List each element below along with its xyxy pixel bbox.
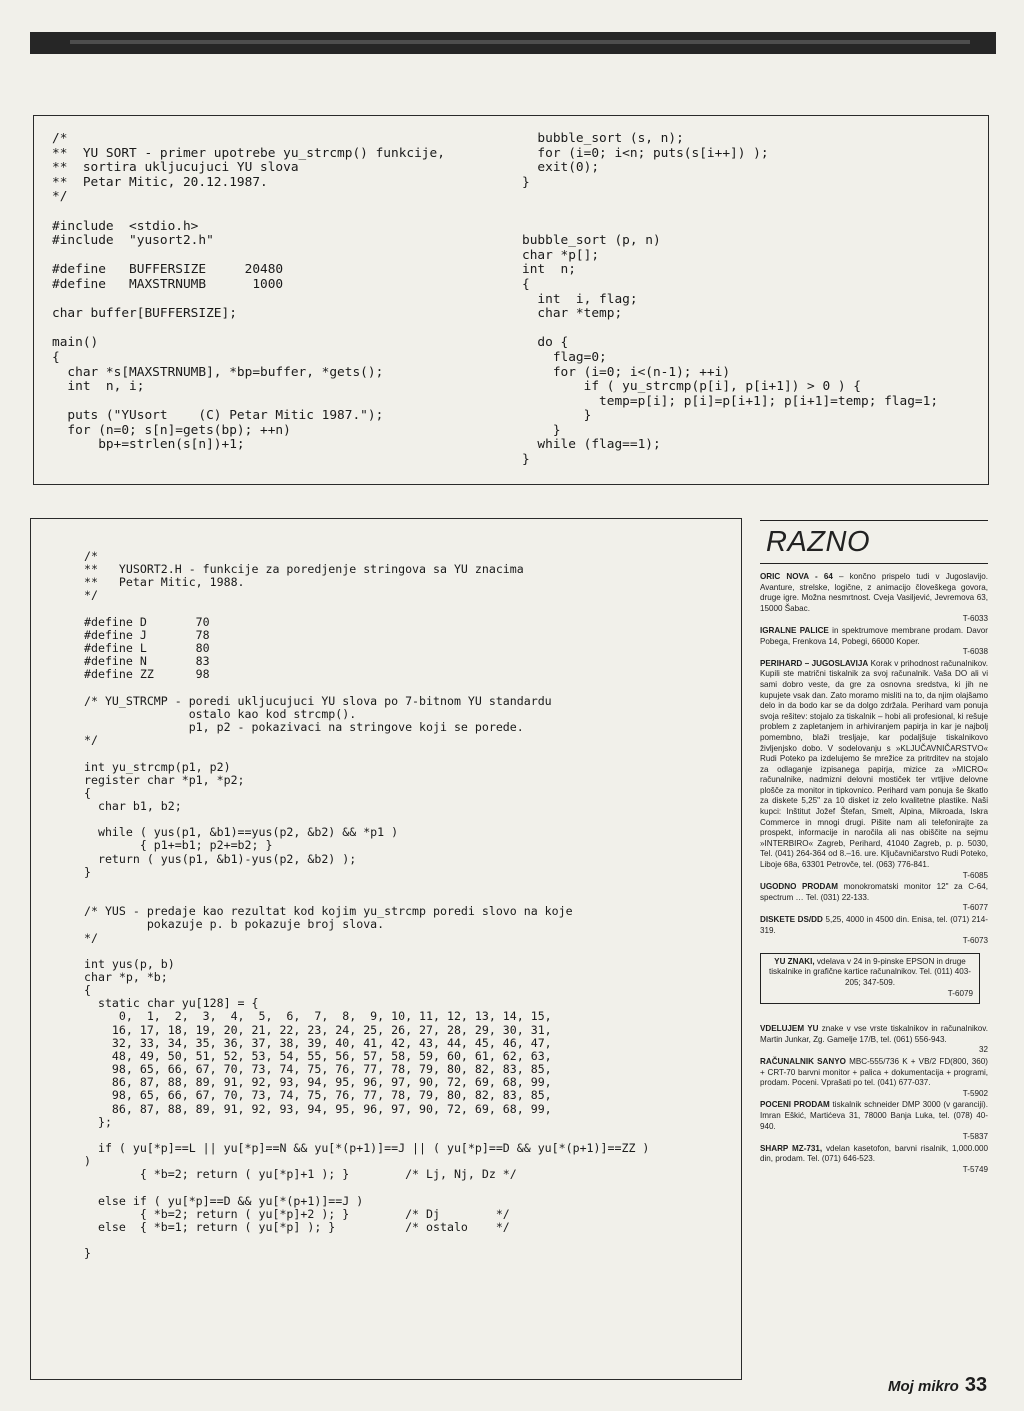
ad-text: MBC-555/736 K + VB/2 FD(800, 360) + CRT-70 barvni monitor + palica + dokumentacija + programi, prodam. Poceni. Vprašati po tel. (041) 677-037. <box>760 1056 989 1088</box>
ad-diskete <box>760 915 988 947</box>
ad-title: YU ZNAKI, <box>774 956 815 966</box>
classifieds-heading-rule <box>760 563 988 564</box>
ad-title: ORIC NOVA - 64 <box>760 572 833 581</box>
classifieds-bottom <box>760 1024 988 1175</box>
ad-code: T-6038 <box>962 647 988 657</box>
ad-code: T-6079 <box>947 988 973 998</box>
header-bar-stripe <box>70 40 970 44</box>
code-listing-yusort-left: /* ** YU SORT - primer upotrebe yu_strcmp() funkcije, ** sortira ukljucujuci YU slova ** Petar Mitic, 20.12.1987. */ #include <stdio.h> #include "yusort2.h" #define BUFFERSIZE 20480 #define MAXSTRNUMB 1000 char buffer[BUFFERSIZE]; main() { char *s[MAXSTRNUMB], *bp=buffer, *gets(); int n, i; puts ("YUsort (C) Petar Mitic 1987."); for (n=0; s[n]=gets(bp); ++n) bp+=strlen(s[n])+1; <box>52 131 445 453</box>
ad-text: – končno prispelo tudi v Jugoslavijo. Avanture, strelske, logične, z animacijo človeškega govora, druge igre. Možna nesmrtnost. Cveja Vasiljević, Jevremova 63, 15000 Šabac. <box>760 572 988 613</box>
ad-title: DISKETE DS/DD <box>760 915 823 924</box>
magazine-brand: Moj mikro <box>888 1378 959 1395</box>
ad-text: in spektrumove membrane prodam. Davor Pobega, Frenkova 14, Pobegi, 66000 Koper. <box>760 625 988 646</box>
ad-yu-znaki-boxed <box>760 953 980 1004</box>
header-bar <box>30 32 996 54</box>
ad-text: vdelava v 24 in 9-pinske EPSON in druge tiskalnike in grafične kartice računalnikov. Tel. (011) 403-205; 347-509. <box>769 956 971 987</box>
ad-text: vdelan kasetofon, barvni risalnik, 1,000.000 din, prodam. Tel. (071) 646-523. <box>760 1143 988 1164</box>
classifieds-heading: RAZNO <box>766 526 870 558</box>
ad-title: SHARP MZ-731, <box>760 1143 823 1153</box>
ad-code: T-6033 <box>962 614 988 624</box>
ad-code: T-6073 <box>962 936 988 946</box>
page-footer <box>888 1374 998 1397</box>
ad-title: PERIHARD – JUGOSLAVIJA <box>760 658 869 668</box>
classifieds-column <box>760 520 988 1176</box>
classifieds-top-rule <box>760 520 988 521</box>
ad-code: T-5837 <box>962 1132 988 1142</box>
ad-code: T-6085 <box>962 870 988 880</box>
ad-vdelujem-yu <box>760 1024 988 1056</box>
ad-oric-nova <box>760 572 988 625</box>
ad-title: RAČUNALNIK SANYO <box>760 1056 846 1066</box>
ad-title: VDELUJEM YU <box>760 1024 819 1034</box>
ad-sharp <box>760 1144 988 1176</box>
ad-text: Korak v prihodnost računalnikov. Kupili ste matrični tiskalnik za svoj računalnik. Vaša DO ali vi sami dobro veste, da gre za osnovna sredstva, ki jih ne kupujete vsak dan. Zato moramo misliti na to, da njim olajšamo delo in da bodo kar se da dolgo zdržala. Perihard vam ponuja svoja rešitev: stojalo za tiskalnik – hobi ali profesional, ki rešuje problem z zapletanjem in arhiviranjem papirja in kar je najbolj pomembno, blaži tresljaje, kar podaljšuje tiskalnikovo življenjsko dobo. V sodelovanju s »KLJUČAVNIČARSTVO« Rudi Poteko pa izdelujemo še mrežice za pritrditev na stojalo za odlaganje izpisanega papirja, mizice za »MICRO« računalnike, nadmizni delovni mostiček ter vrtljive delovne plošče za monitor in tipkovnico. Perihard vam ponuja še škatlo za diskete 5,25" za 10 disket iz zelo kvalitetne plastike. Naši kupci: Inštitut Jožef Štefan, Smelt, Alpina, Mikroada, Iskra Commerce in mnogi drugi. Pišite nam ali telefonirajte za prospekt, informacije in naročila ali nas obiščite na sejmu »INTERBIRO« Zagreb, Perihard, 41040 Zagreb, p. p. 5030, Tel. (041) 264-364 od 8.–16. ure. Ključavničarstvo Rudi Poteko, Liboje 68a, 63301 Petrovče, tel. (063) 776-841. <box>760 658 988 870</box>
ad-title: IGRALNE PALICE <box>760 625 829 635</box>
page-number: 33 <box>964 1374 988 1396</box>
ad-title: UGODNO PRODAM <box>760 882 838 892</box>
ad-code: T-5749 <box>962 1164 988 1174</box>
ad-poceni-prodam <box>760 1100 988 1142</box>
ad-igralne-palice <box>760 626 988 658</box>
ad-text: znake v vse vrste tiskalnikov in računalnikov. Martin Junkar, Zg. Gamelje 17/B, tel. (061) 556-943. <box>760 1024 988 1044</box>
ad-title: POCENI PRODAM <box>760 1100 830 1110</box>
code-listing-yusort2: /* ** YUSORT2.H - funkcije za poredjenje stringova sa YU znacima ** Petar Mitic, 1988. */ #define D 70 #define J 78 #define L 80 #define N 83 #define ZZ 98 /* YU_STRCMP - poredi ukljucujuci YU slova po 7-bitnom YU standardu ostalo kao kod strcmp(). p1, p2 - pokazivaci na stringove koji se porede. */ int yu_strcmp(p1, p2) register char *p1, *p2; { char b1, b2; while ( yus(p1, &b1)==yus(p2, &b2) && *p1 ) { p1+=b1; p2+=b2; } return ( yus(p1, &b1)-yus(p2, &b2) ); } /* YUS - predaje kao rezultat kod kojim yu_strcmp poredi slovo na koje pokazuje p. b pokazuje broj slova. */ int yus(p, b) char *p, *b; { static char yu[128] = { 0, 1, 2, 3, 4, 5, 6, 7, 8, 9, 10, 11, 12, 13, 14, 15, 16, 17, 18, 19, 20, 21, 22, 23, 24, 25, 26, 27, 28, 29, 30, 31, 32, 33, 34, 35, 36, 37, 38, 39, 40, 41, 42, 43, 44, 45, 46, 47, 48, 49, 50, 51, 52, 53, 54, 55, 56, 57, 58, 59, 60, 61, 62, 63, 98, 65, 66, 67, 70, 73, 74, 75, 76, 77, 78, 79, 80, 82, 83, 85, 86, 87, 88, 89, 91, 92, 93, 94, 95, 96, 97, 90, 72, 69, 68, 99, 98, 65, 66, 67, 70, 73, 74, 75, 76, 77, 78, 79, 80, 82, 83, 85, 86, 87, 88, 89, 91, 92, 93, 94, 95, 96, 97, 90, 72, 69, 68, 99, }; if ( yu[*p]==L || yu[*p]==N && yu[*(p+1)]==J || ( yu[*p]==D && yu[*(p+1)]==ZZ ) ) { *b=2; return ( yu[*p]+1 ); } /* Lj, Nj, Dz */ else if ( yu[*p]==D && yu[*(p+1)]==J ) { *b=2; return ( yu[*p]+2 ); } /* Dj */ else { *b=1; return ( yu[*p] ); } /* ostalo */ } <box>84 549 650 1261</box>
ad-text: monokromatski monitor 12" za C-64, spectrum … Tel. (031) 22-133. <box>760 882 988 902</box>
code-listing-yusort-right: bubble_sort (s, n); for (i=0; i<n; puts(s[i++]) ); exit(0); } bubble_sort (p, n) char *p[]; int n; { int i, flag; char *temp; do { flag=0; for (i=0; i<(n-1); ++i) if ( yu_strcmp(p[i], p[i+1]) > 0 ) { temp=p[i]; p[i]=p[i+1]; p[i+1]=temp; flag=1; } } while (flag==1); } <box>522 131 939 468</box>
ad-code: T-6077 <box>962 903 988 913</box>
ad-text: 5,25, 4000 in 4500 din. Enisa, tel. (071) 214-319. <box>760 915 988 935</box>
ad-perihard <box>760 659 988 881</box>
ad-racunalnik-sanyo <box>760 1057 988 1099</box>
ad-text: tiskalnik schneider DMP 3000 (v garanciji). Imran Eškić, Martićeva 31, 78000 Banja Luka, tel. (078) 40-940. <box>760 1100 988 1131</box>
ad-code: 32 <box>978 1045 988 1055</box>
ad-ugodno-prodam <box>760 882 988 914</box>
ad-code: T-5902 <box>962 1088 988 1098</box>
